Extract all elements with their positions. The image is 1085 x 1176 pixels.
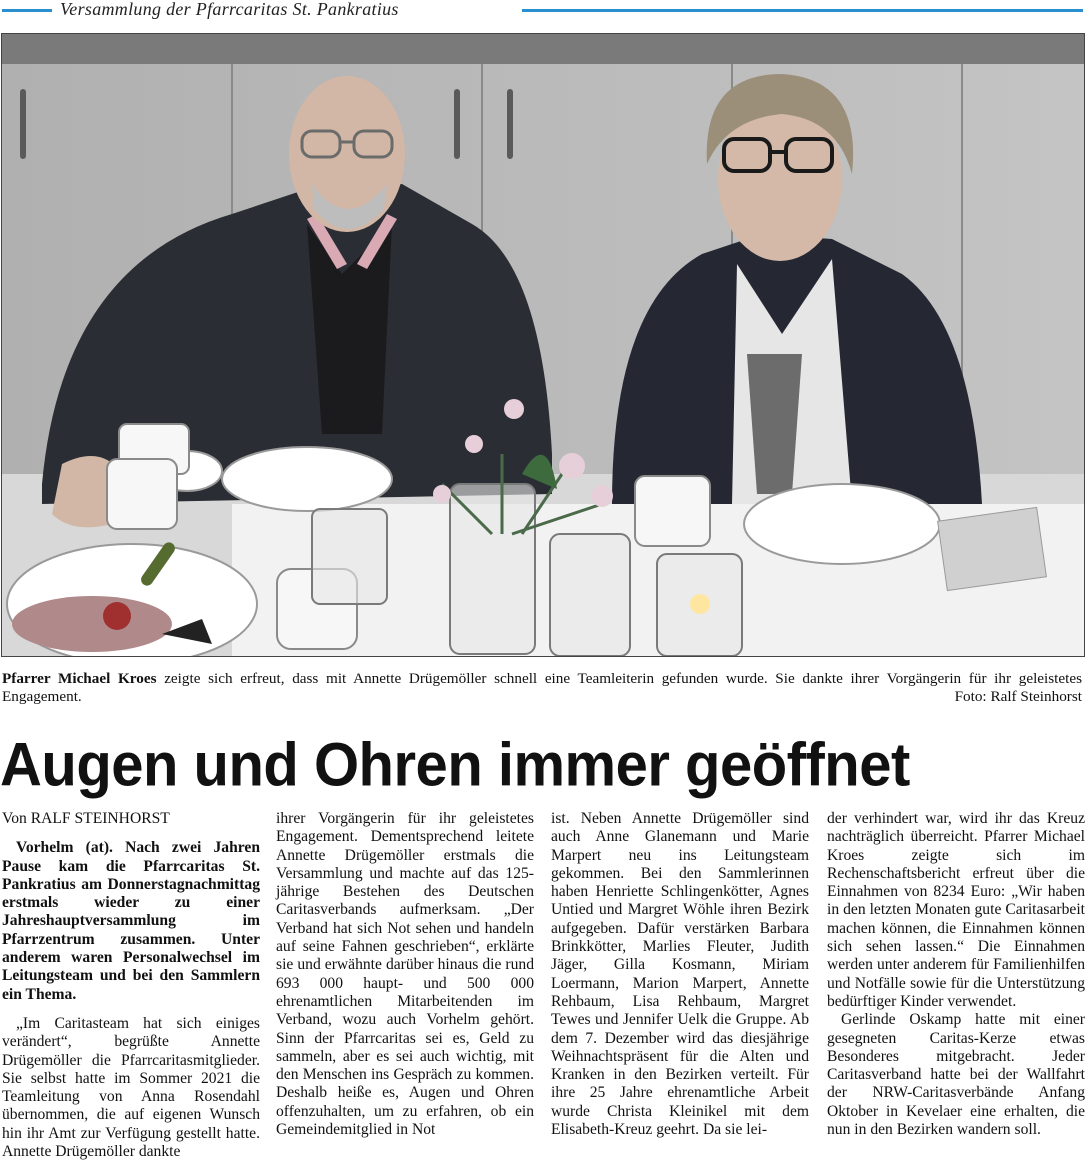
article-column-3	[551, 810, 809, 1139]
body-paragraph: der verhindert war, wird ihr das Kreuz nachträglich überreicht. Pfarrer Michael Kroes zeigte sich im Rechenschaftsbericht erfreut über die Einnahmen von 8234 Euro: „Wir haben in den letzten Monaten gute Caritasarbeit machen können, die Einnahmen können sich sehen lassen.“ Die Einnahmen werden unter anderem für Familienhilfen und Notfälle sowie für die Unterstützung bedürftiger Kinder verwendet.	[827, 810, 1085, 1010]
article-column-1	[2, 810, 260, 1161]
body-paragraph: ihrer Vorgängerin für ihr geleistetes Engagement. Dementsprechend leitete Annette Drügemöller erstmals die Versammlung und machte auf das 125-jährige Bestehen des Deutschen Caritasverbands aufmerksam. „Der Verband hat sich Not sehen und handeln auf seine Fahnen geschrieben“, erklärte sie und erwähnte darüber hinaus die rund 693 000 haupt- und 500 000 ehrenamtlichen Mitarbeitenden im Verband, wozu auch Vorhelm gehört. Sinn der Pfarrcaritas sei es, Geld zu sammeln, aber es sei auch wichtig, mit den Menschen ins Gespräch zu kommen. Deshalb heiße es, Augen und Ohren offenzuhalten, um zu erfahren, ob ein Gemeindemitglied in Not	[276, 810, 534, 1139]
kicker-text: Versammlung der Pfarrcaritas St. Pankratius	[60, 0, 399, 19]
article-column-2	[276, 810, 534, 1139]
body-paragraph: Gerlinde Oskamp hatte mit einer gesegneten Caritas-Kerze etwas Besonderes mitgebracht. Jeder Caritasverband hatte bei der Wallfahrt der NRW-Caritasverbände Anfang Oktober in Kevelaer eine erhalten, die nun in den Bezirken wandern soll.	[827, 1011, 1085, 1139]
caption-name: Pfarrer Michael Kroes	[2, 670, 157, 687]
article-photo	[1, 33, 1085, 657]
article-column-4	[827, 810, 1085, 1139]
kicker-rule-left	[2, 9, 52, 12]
body-paragraph: ist. Neben Annette Drügemöller sind auch Anne Glanemann und Marie Marpert neu ins Leitungsteam gekommen. Bei den Sammlerinnen haben Henriette Schlingenkötter, Agnes Untied und Margret Wöhle ihren Bezirk aufgegeben. Dafür verstärken Barbara Brinkkötter, Marlies Fleuter, Judith Jäger, Gilla Kosmann, Miriam Loermann, Marion Marpert, Annette Rehbaum, Lisa Rehbaum, Margret Tewes und Jennifer Uelk die Gruppe. Ab dem 7. Dezember wird das diesjährige Weihnachtspräsent für die Alten und Kranken in den Bezirken verteilt. Für ihre 25 Jahre ehrenamtliche Arbeit wurde Christa Kleinikel mit dem Elisabeth-Kreuz geehrt. Da sie lei-	[551, 810, 809, 1139]
kicker-rule-right	[522, 9, 1083, 12]
caption-text: zeigte sich erfreut, dass mit Annette Drügemöller schnell eine Teamleiterin gefunden wurde. Sie dankte ihrer Vorgängerin für ihr geleistetes Engagement.	[2, 670, 1082, 705]
headline: Augen und Ohren immer geöffnet	[0, 731, 910, 800]
byline: Von RALF STEINHORST	[2, 810, 170, 827]
body-paragraph: „Im Caritasteam hat sich einiges verändert“, begrüßte Annette Drügemöller die Pfarrcaritasmitglieder. Sie selbst hatte im Sommer 2021 die Teamleitung von Anna Rosendahl übernommen, die auf eigenen Wunsch hin ihr Amt zur Verfügung gestellt hatte. Annette Drügemöller dankte	[2, 1014, 260, 1161]
photo-credit: Foto: Ralf Steinhorst	[954, 688, 1082, 705]
kicker-bar	[0, 0, 1085, 22]
lead-paragraph: Vorhelm (at). Nach zwei Jahren Pause kam die Pfarrcaritas St. Pankratius am Donnerstagnachmittag erstmals wieder zu einer Jahreshauptversammlung im Pfarrzentrum zusammen. Unter anderem waren Personalwechsel im Leitungsteam und bei den Sammlern ein Thema.	[2, 839, 260, 1003]
photo-caption	[2, 670, 1082, 706]
